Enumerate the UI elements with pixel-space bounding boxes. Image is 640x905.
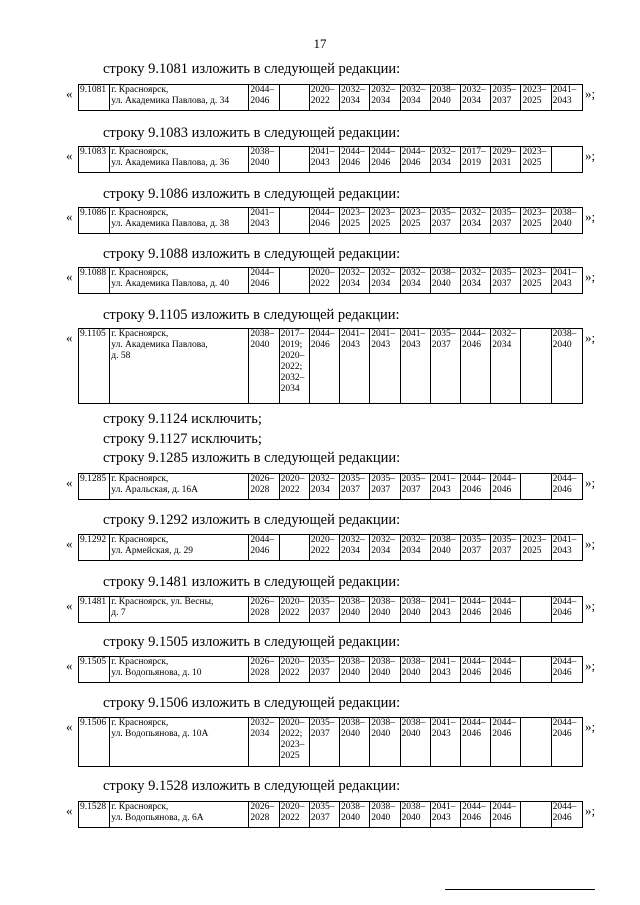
section-heading: строку 9.1506 изложить в следующей редакции: — [103, 695, 401, 711]
quote-open: « — [66, 209, 73, 224]
year-cell: 2044– 2046 — [491, 657, 521, 683]
year-cell: 2044– 2046 — [551, 802, 582, 828]
year-cell: 2020– 2022 — [279, 657, 309, 683]
table-row — [78, 207, 583, 234]
year-cell: 2038– 2040 — [370, 597, 400, 623]
address-cell: г. Красноярск, ул. Водопьянова, д. 10А — [110, 718, 249, 767]
year-cell: 2023– 2025 — [521, 147, 551, 173]
address-cell: г. Красноярск, ул. Водопьянова, д. 6А — [110, 802, 249, 828]
year-cell: 2032– 2034 — [460, 208, 490, 234]
section-heading: строку 9.1505 изложить в следующей редакции: — [103, 634, 401, 650]
year-cell: 2044– 2046 — [551, 657, 582, 683]
quote-close: »; — [585, 475, 596, 490]
address-cell: г. Красноярск, ул. Академика Павлова, д. 34 — [110, 85, 249, 111]
year-cell: 2032– 2034 — [309, 474, 339, 500]
section-heading: строку 9.1292 изложить в следующей редакции: — [103, 512, 401, 528]
year-cell: 2038– 2040 — [551, 208, 582, 234]
row-number: 9.1506 — [79, 718, 110, 767]
year-cell: 2044– 2046 — [460, 329, 490, 404]
quote-close: »; — [585, 269, 596, 284]
year-cell: 2023– 2025 — [521, 535, 551, 561]
row-number: 9.1528 — [79, 802, 110, 828]
address-cell: г. Красноярск, ул. Аральская, д. 16А — [110, 474, 249, 500]
year-cell — [279, 147, 309, 173]
year-cell: 2032– 2034 — [430, 147, 460, 173]
year-cell: 2032– 2034 — [491, 329, 521, 404]
table-row — [78, 146, 583, 173]
table-row — [78, 267, 583, 294]
quote-open: « — [66, 148, 73, 163]
quote-close: »; — [585, 658, 596, 673]
table-row — [78, 84, 583, 111]
quote-close: »; — [585, 803, 596, 818]
row-number: 9.1081 — [79, 85, 110, 111]
section-heading: строку 9.1481 изложить в следующей редакции: — [103, 574, 401, 590]
year-cell: 2044– 2046 — [400, 147, 430, 173]
row-number: 9.1105 — [79, 329, 110, 404]
year-cell: 2044– 2046 — [551, 597, 582, 623]
section-heading: строку 9.1086 изложить в следующей редакции: — [103, 186, 401, 202]
quote-open: « — [66, 719, 73, 734]
year-cell: 2044– 2046 — [309, 208, 339, 234]
year-cell: 2020– 2022 — [279, 597, 309, 623]
year-cell — [279, 535, 309, 561]
year-cell: 2038– 2040 — [340, 657, 370, 683]
year-cell: 2032– 2034 — [370, 535, 400, 561]
table-row — [78, 717, 583, 767]
row-number: 9.1481 — [79, 597, 110, 623]
quote-close: »; — [585, 86, 596, 101]
year-cell: 2044– 2046 — [370, 147, 400, 173]
year-cell: 2038– 2040 — [249, 329, 279, 404]
year-cell: 2038– 2040 — [400, 802, 430, 828]
year-cell: 2023– 2025 — [400, 208, 430, 234]
year-cell: 2026– 2028 — [249, 597, 279, 623]
section-heading: строку 9.1285 изложить в следующей редакции: — [103, 450, 401, 466]
quote-close: »; — [585, 719, 596, 734]
table-row — [78, 534, 583, 561]
year-cell: 2044– 2046 — [309, 329, 339, 404]
table-row — [78, 473, 583, 500]
address-cell: г. Красноярск, ул. Академика Павлова, д. 40 — [110, 268, 249, 294]
address-cell: г. Красноярск, ул. Академика Павлова, д. 58 — [110, 329, 249, 404]
year-cell: 2041– 2043 — [430, 474, 460, 500]
year-cell — [551, 147, 582, 173]
year-cell: 2020– 2022 — [309, 535, 339, 561]
year-cell: 2032– 2034 — [400, 268, 430, 294]
row-number: 9.1083 — [79, 147, 110, 173]
year-cell: 2020– 2022 — [309, 85, 339, 111]
year-cell: 2038– 2040 — [249, 147, 279, 173]
table-row — [78, 801, 583, 828]
quote-open: « — [66, 86, 73, 101]
year-cell: 2032– 2034 — [400, 85, 430, 111]
year-cell: 2032– 2034 — [370, 268, 400, 294]
year-cell: 2044– 2046 — [460, 718, 490, 767]
year-cell: 2035– 2037 — [340, 474, 370, 500]
year-cell: 2032– 2034 — [340, 268, 370, 294]
year-cell: 2035– 2037 — [400, 474, 430, 500]
section-heading: строку 9.1105 изложить в следующей редакции: — [103, 307, 400, 323]
year-cell: 2023– 2025 — [521, 208, 551, 234]
year-cell — [279, 208, 309, 234]
year-cell: 2023– 2025 — [370, 208, 400, 234]
section-heading: строку 9.1081 изложить в следующей редакции: — [103, 61, 401, 77]
section-heading: строку 9.1528 изложить в следующей редакции: — [103, 778, 401, 794]
year-cell: 2041– 2043 — [309, 147, 339, 173]
year-cell: 2044– 2046 — [460, 597, 490, 623]
year-cell: 2032– 2034 — [460, 268, 490, 294]
section-heading: строку 9.1083 изложить в следующей редакции: — [103, 125, 401, 141]
quote-close: »; — [585, 536, 596, 551]
year-cell: 2032– 2034 — [370, 85, 400, 111]
year-cell: 2041– 2043 — [249, 208, 279, 234]
year-cell: 2029– 2031 — [491, 147, 521, 173]
year-cell: 2035– 2037 — [430, 329, 460, 404]
footer-line — [445, 889, 595, 890]
year-cell: 2041– 2043 — [430, 718, 460, 767]
year-cell: 2020– 2022 — [309, 268, 339, 294]
year-cell: 2020– 2022 — [279, 802, 309, 828]
year-cell: 2038– 2040 — [430, 535, 460, 561]
year-cell: 2035– 2037 — [460, 535, 490, 561]
year-cell: 2020– 2022 — [279, 474, 309, 500]
year-cell: 2026– 2028 — [249, 802, 279, 828]
year-cell: 2035– 2037 — [309, 718, 339, 767]
exclusion-line: строку 9.1124 исключить; — [103, 411, 262, 427]
year-cell: 2044– 2046 — [340, 147, 370, 173]
year-cell: 2041– 2043 — [551, 268, 582, 294]
year-cell: 2044– 2046 — [460, 657, 490, 683]
year-cell: 2044– 2046 — [460, 802, 490, 828]
year-cell: 2038– 2040 — [400, 657, 430, 683]
address-cell: г. Красноярск, ул. Весны, д. 7 — [110, 597, 249, 623]
year-cell: 2041– 2043 — [430, 597, 460, 623]
year-cell: 2020– 2022; 2023– 2025 — [279, 718, 309, 767]
year-cell: 2038– 2040 — [370, 718, 400, 767]
table-row — [78, 328, 583, 404]
address-cell: г. Красноярск, ул. Водопьянова, д. 10 — [110, 657, 249, 683]
year-cell: 2038– 2040 — [400, 718, 430, 767]
year-cell: 2041– 2043 — [551, 85, 582, 111]
year-cell: 2044– 2046 — [249, 268, 279, 294]
quote-close: »; — [585, 330, 596, 345]
row-number: 9.1086 — [79, 208, 110, 234]
year-cell: 2035– 2037 — [309, 802, 339, 828]
year-cell: 2035– 2037 — [309, 597, 339, 623]
exclusion-line: строку 9.1127 исключить; — [103, 431, 262, 447]
year-cell: 2035– 2037 — [491, 535, 521, 561]
year-cell — [521, 718, 551, 767]
year-cell: 2044– 2046 — [491, 802, 521, 828]
year-cell: 2044– 2046 — [491, 718, 521, 767]
year-cell: 2026– 2028 — [249, 657, 279, 683]
table-row — [78, 656, 583, 683]
row-number: 9.1285 — [79, 474, 110, 500]
year-cell: 2038– 2040 — [551, 329, 582, 404]
year-cell — [521, 657, 551, 683]
year-cell: 2044– 2046 — [249, 535, 279, 561]
year-cell — [279, 268, 309, 294]
year-cell: 2032– 2034 — [400, 535, 430, 561]
year-cell: 2035– 2037 — [430, 208, 460, 234]
year-cell: 2044– 2046 — [551, 474, 582, 500]
year-cell: 2038– 2040 — [400, 597, 430, 623]
year-cell — [521, 474, 551, 500]
year-cell — [521, 802, 551, 828]
year-cell: 2044– 2046 — [460, 474, 490, 500]
year-cell: 2038– 2040 — [340, 718, 370, 767]
row-number: 9.1088 — [79, 268, 110, 294]
year-cell: 2044– 2046 — [249, 85, 279, 111]
section-heading: строку 9.1088 изложить в следующей редакции: — [103, 246, 401, 262]
year-cell: 2038– 2040 — [370, 802, 400, 828]
year-cell: 2032– 2034 — [460, 85, 490, 111]
year-cell: 2044– 2046 — [491, 597, 521, 623]
table-row — [78, 596, 583, 623]
year-cell: 2041– 2043 — [430, 657, 460, 683]
year-cell: 2038– 2040 — [430, 268, 460, 294]
row-number: 9.1505 — [79, 657, 110, 683]
year-cell: 2023– 2025 — [521, 268, 551, 294]
year-cell: 2035– 2037 — [491, 208, 521, 234]
year-cell: 2041– 2043 — [551, 535, 582, 561]
year-cell: 2041– 2043 — [340, 329, 370, 404]
row-number: 9.1292 — [79, 535, 110, 561]
quote-close: »; — [585, 148, 596, 163]
year-cell: 2038– 2040 — [340, 597, 370, 623]
year-cell: 2017– 2019 — [460, 147, 490, 173]
year-cell: 2032– 2034 — [249, 718, 279, 767]
quote-close: »; — [585, 209, 596, 224]
year-cell: 2023– 2025 — [340, 208, 370, 234]
address-cell: г. Красноярск, ул. Академика Павлова, д. 38 — [110, 208, 249, 234]
quote-open: « — [66, 536, 73, 551]
year-cell: 2038– 2040 — [340, 802, 370, 828]
year-cell: 2038– 2040 — [430, 85, 460, 111]
year-cell — [279, 85, 309, 111]
year-cell: 2041– 2043 — [370, 329, 400, 404]
year-cell: 2044– 2046 — [491, 474, 521, 500]
year-cell: 2026– 2028 — [249, 474, 279, 500]
quote-open: « — [66, 803, 73, 818]
quote-open: « — [66, 269, 73, 284]
year-cell: 2032– 2034 — [340, 535, 370, 561]
address-cell: г. Красноярск, ул. Армейская, д. 29 — [110, 535, 249, 561]
quote-open: « — [66, 658, 73, 673]
quote-close: »; — [585, 598, 596, 613]
year-cell: 2044– 2046 — [551, 718, 582, 767]
quote-open: « — [66, 330, 73, 345]
year-cell: 2035– 2037 — [491, 85, 521, 111]
quote-open: « — [66, 598, 73, 613]
year-cell: 2041– 2043 — [400, 329, 430, 404]
page-number: 17 — [313, 36, 327, 51]
year-cell: 2035– 2037 — [370, 474, 400, 500]
year-cell: 2023– 2025 — [521, 85, 551, 111]
year-cell: 2017– 2019; 2020– 2022; 2032– 2034 — [279, 329, 309, 404]
quote-open: « — [66, 475, 73, 490]
address-cell: г. Красноярск, ул. Академика Павлова, д. 36 — [110, 147, 249, 173]
year-cell — [521, 597, 551, 623]
year-cell: 2035– 2037 — [491, 268, 521, 294]
year-cell: 2041– 2043 — [430, 802, 460, 828]
year-cell: 2032– 2034 — [340, 85, 370, 111]
year-cell — [521, 329, 551, 404]
year-cell: 2035– 2037 — [309, 657, 339, 683]
year-cell: 2038– 2040 — [370, 657, 400, 683]
